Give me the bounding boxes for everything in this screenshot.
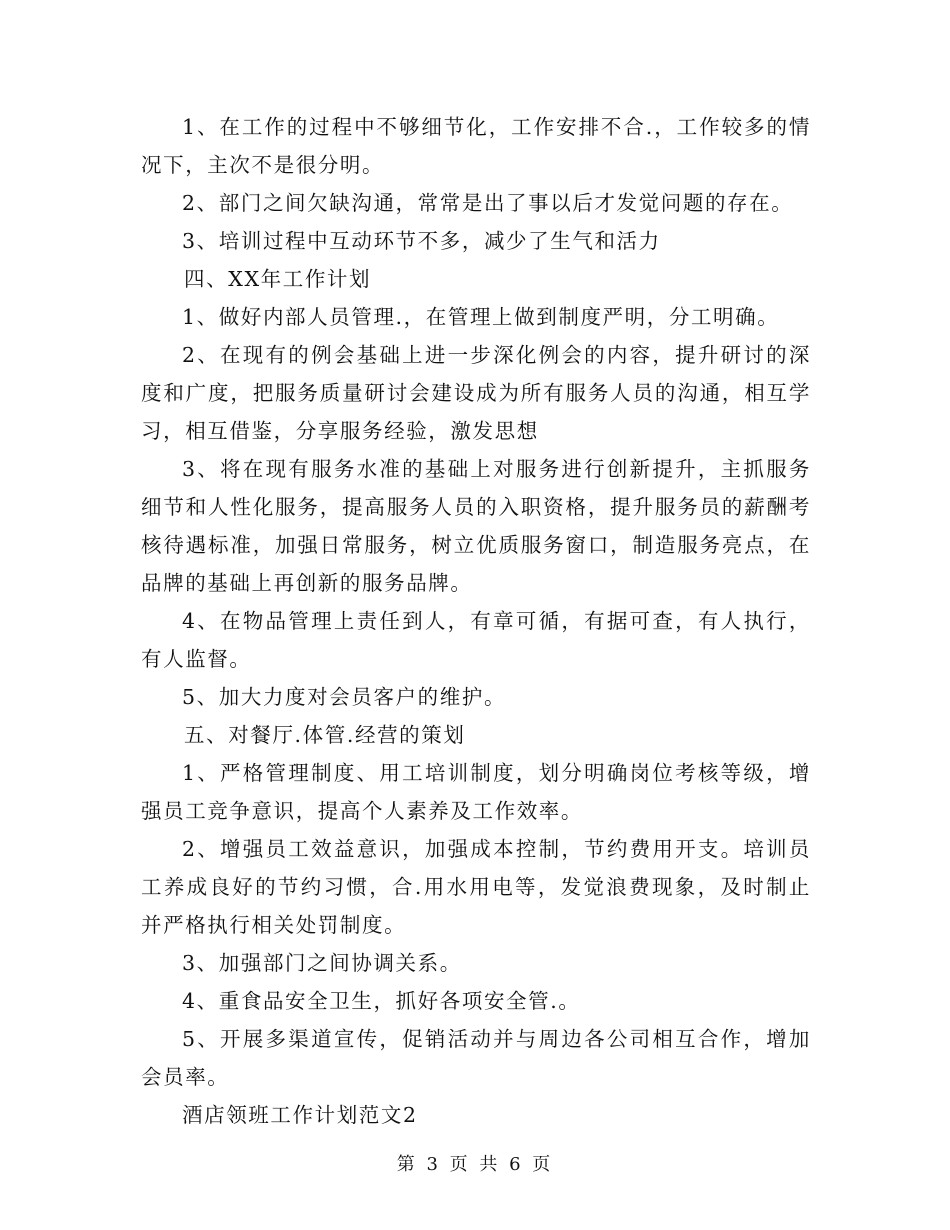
- paragraph-restaurant-1: 1、严格管理制度、用工培训制度，划分明确岗位考核等级，增强员工竞争意识，提高个人素养及工作效率。: [141, 761, 811, 823]
- paragraph-plan-2: 2、在现有的例会基础上进一步深化例会的内容，提升研讨的深度和广度，把服务质量研讨会建设成为所有服务人员的沟通，相互学习，相互借鉴，分享服务经验，激发思想: [141, 343, 811, 443]
- paragraph-restaurant-5: 5、开展多渠道宣传，促销活动并与周边各公司相互合作，增加会员率。: [141, 1027, 811, 1089]
- paragraph-plan-1: 1、做好内部人员管理.，在管理上做到制度严明，分工明确。: [182, 305, 780, 329]
- paragraph-issue-3: 3、培训过程中互动环节不多，减少了生气和活力: [182, 229, 661, 253]
- paragraph-issue-2: 2、部门之间欠缺沟通，常常是出了事以后才发觉问题的存在。: [182, 191, 794, 215]
- paragraph-plan-4: 4、在物品管理上责任到人，有章可循，有据可查，有人执行，有人监督。: [141, 609, 811, 671]
- paragraph-restaurant-2: 2、增强员工效益意识，加强成本控制，节约费用开支。培训员工养成良好的节约习惯，合.用水用电等，发觉浪费现象，及时制止并严格执行相关处罚制度。: [141, 837, 811, 937]
- paragraph-restaurant-3: 3、加强部门之间协调关系。: [182, 951, 462, 975]
- paragraph-issue-1: 1、在工作的过程中不够细节化，工作安排不合.，工作较多的情况下，主次不是很分明。: [141, 115, 811, 177]
- page-number-footer: 第 3 页 共 6 页: [396, 1154, 554, 1175]
- paragraph-plan-5: 5、加大力度对会员客户的维护。: [182, 685, 507, 709]
- section-heading-restaurant: 五、对餐厅.体管.经营的策划: [184, 723, 466, 747]
- section-heading-plan: 四、XX年工作计划: [184, 267, 372, 291]
- paragraph-next-title: 酒店领班工作计划范文2: [182, 1103, 418, 1127]
- paragraph-plan-3: 3、将在现有服务水准的基础上对服务进行创新提升，主抓服务细节和人性化服务，提高服务人员的入职资格，提升服务员的薪酬考核待遇标准，加强日常服务，树立优质服务窗口，制造服务亮点，在品牌的基础上再创新的服务品牌。: [141, 457, 811, 595]
- document-body: [141, 108, 811, 1134]
- paragraph-restaurant-4: 4、重食品安全卫生，抓好各项安全管.。: [182, 989, 581, 1013]
